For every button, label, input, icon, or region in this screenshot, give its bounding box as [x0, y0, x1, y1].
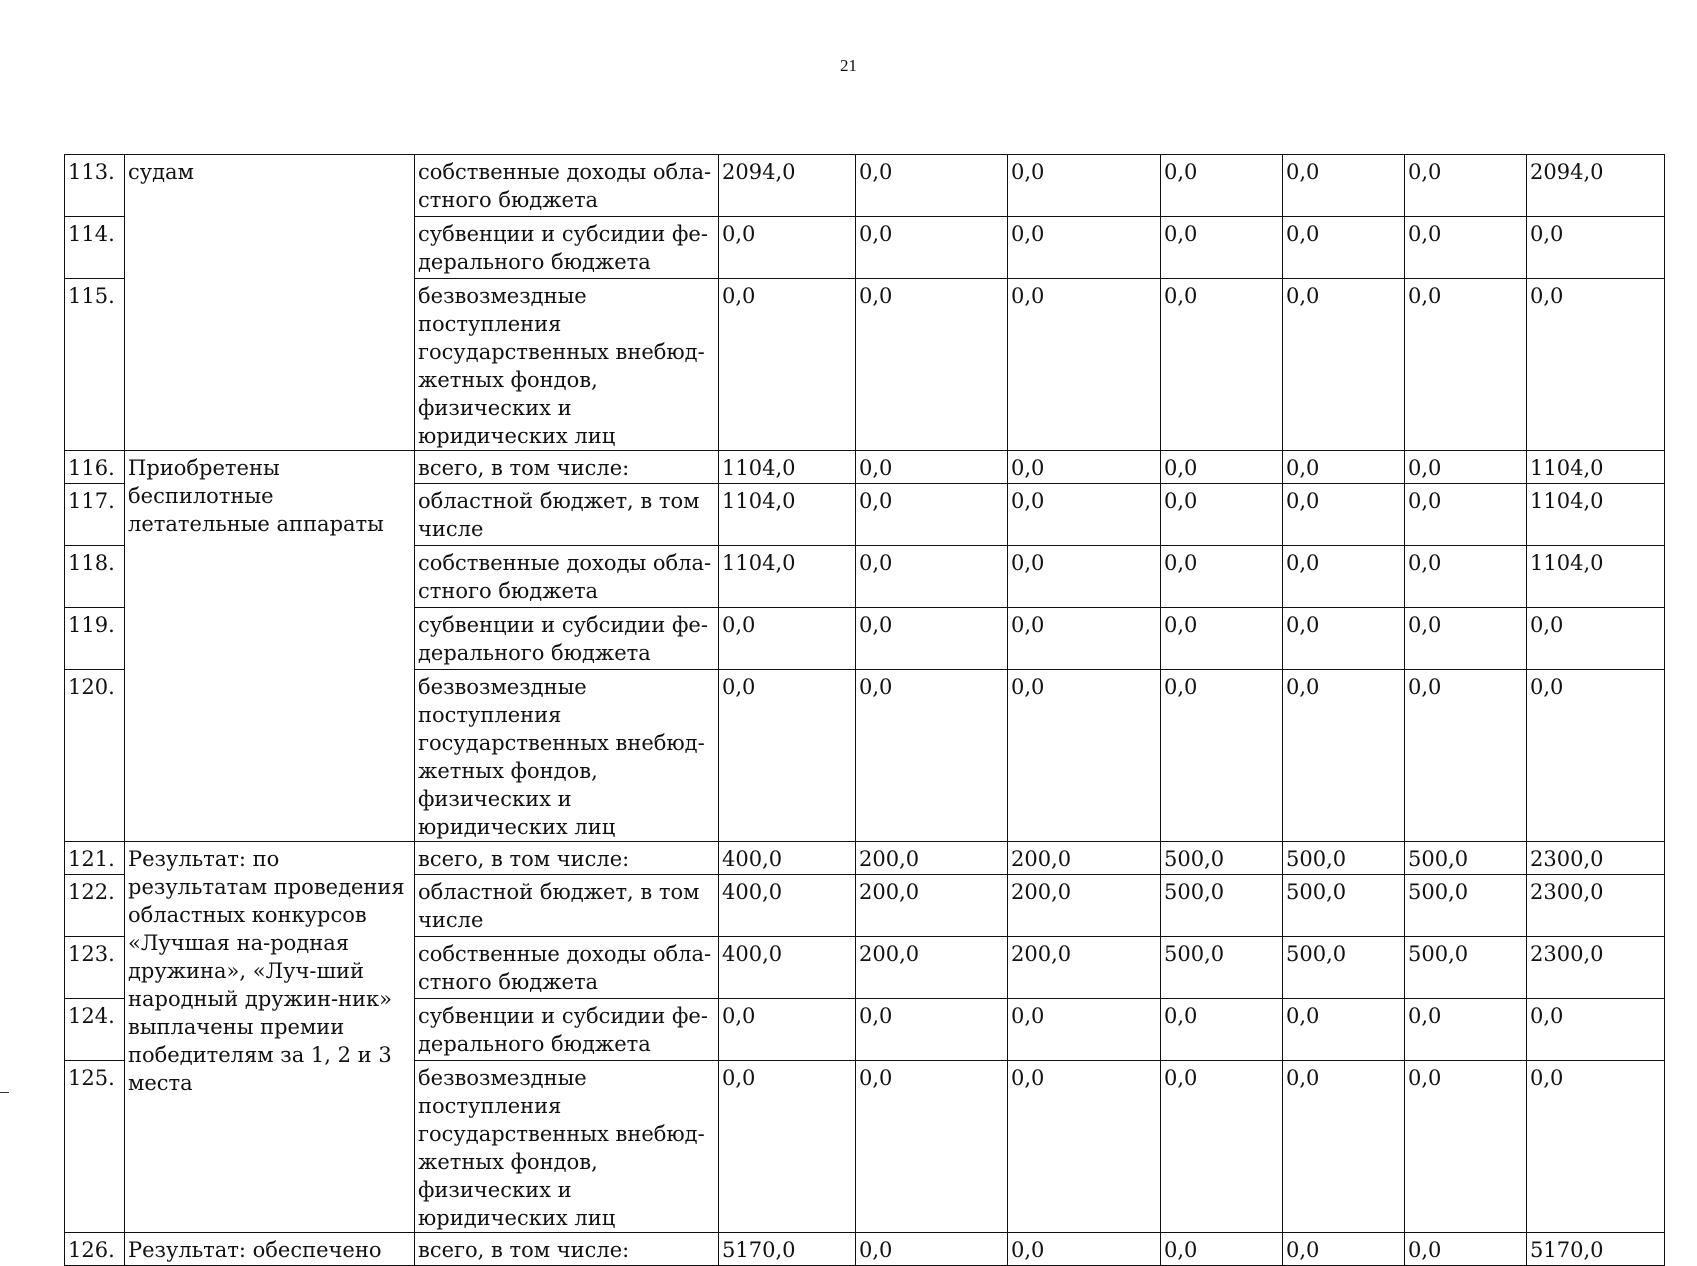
- result-description: Результат: по результатам проведения областных конкурсов «Лучшая на-родная дружина», «Луч-ший народный дружин-ник» выплачены премии победителям за 1, 2 и 3 места: [125, 842, 415, 1233]
- amount-value: 0,0: [856, 451, 1008, 484]
- funding-source: субвенции и субсидии фе-дерального бюджета: [415, 999, 719, 1061]
- amount-value: 500,0: [1161, 875, 1283, 937]
- funding-source: субвенции и субсидии фе-дерального бюджета: [415, 217, 719, 279]
- amount-value: 0,0: [1008, 451, 1161, 484]
- amount-value: 0,0: [1008, 155, 1161, 217]
- amount-value: 0,0: [856, 670, 1008, 842]
- scan-margin-mark: [0, 1092, 9, 1093]
- amount-value: 0,0: [1008, 546, 1161, 608]
- row-number: 125.: [65, 1061, 125, 1233]
- amount-value: 0,0: [856, 217, 1008, 279]
- amount-value: 200,0: [1008, 937, 1161, 999]
- amount-value: 0,0: [856, 155, 1008, 217]
- amount-value: 500,0: [1283, 937, 1405, 999]
- amount-value: 0,0: [1283, 670, 1405, 842]
- result-description: судам: [125, 155, 415, 451]
- amount-value: 0,0: [1008, 999, 1161, 1061]
- amount-total: 2300,0: [1527, 842, 1665, 875]
- amount-total: 0,0: [1527, 608, 1665, 670]
- amount-value: 0,0: [1283, 451, 1405, 484]
- amount-value: 0,0: [719, 670, 856, 842]
- amount-value: 0,0: [1161, 484, 1283, 546]
- result-description: Результат: обеспечено: [125, 1233, 415, 1266]
- amount-value: 500,0: [1161, 842, 1283, 875]
- table-row: [65, 1233, 1665, 1266]
- amount-value: 0,0: [1405, 1061, 1527, 1233]
- amount-value: 0,0: [719, 608, 856, 670]
- amount-value: 0,0: [856, 1233, 1008, 1266]
- row-number: 117.: [65, 484, 125, 546]
- page-number: 21: [840, 56, 857, 75]
- funding-source: собственные доходы обла-стного бюджета: [415, 546, 719, 608]
- amount-value: 0,0: [1161, 217, 1283, 279]
- amount-value: 400,0: [719, 937, 856, 999]
- amount-value: 0,0: [1008, 1061, 1161, 1233]
- amount-value: 500,0: [1405, 842, 1527, 875]
- amount-value: 0,0: [1405, 1233, 1527, 1266]
- amount-value: 0,0: [1405, 608, 1527, 670]
- amount-value: 0,0: [1008, 217, 1161, 279]
- budget-table: [64, 154, 1665, 1266]
- table-row: [65, 451, 1665, 484]
- amount-value: 0,0: [856, 608, 1008, 670]
- amount-value: 0,0: [856, 999, 1008, 1061]
- amount-total: 5170,0: [1527, 1233, 1665, 1266]
- amount-value: 0,0: [856, 279, 1008, 451]
- table-row: [65, 155, 1665, 217]
- amount-total: 0,0: [1527, 1061, 1665, 1233]
- amount-value: 400,0: [719, 842, 856, 875]
- amount-value: 0,0: [1161, 279, 1283, 451]
- amount-total: 1104,0: [1527, 546, 1665, 608]
- amount-total: 2300,0: [1527, 937, 1665, 999]
- table-row: [65, 842, 1665, 875]
- amount-value: 5170,0: [719, 1233, 856, 1266]
- amount-value: 0,0: [1283, 546, 1405, 608]
- amount-value: 200,0: [1008, 875, 1161, 937]
- row-number: 123.: [65, 937, 125, 999]
- funding-source: безвозмездные поступления государственных внебюд-жетных фондов, физических и юридических лиц: [415, 1061, 719, 1233]
- amount-value: 0,0: [1283, 1061, 1405, 1233]
- amount-value: 500,0: [1161, 937, 1283, 999]
- table-body: [65, 155, 1665, 1266]
- amount-value: 0,0: [719, 999, 856, 1061]
- amount-value: 200,0: [856, 937, 1008, 999]
- amount-value: 0,0: [1008, 1233, 1161, 1266]
- amount-value: 0,0: [719, 217, 856, 279]
- funding-source: безвозмездные поступления государственных внебюд-жетных фондов, физических и юридических лиц: [415, 670, 719, 842]
- amount-value: 0,0: [1161, 999, 1283, 1061]
- amount-value: 0,0: [1405, 670, 1527, 842]
- amount-value: 0,0: [856, 484, 1008, 546]
- amount-value: 0,0: [1161, 1233, 1283, 1266]
- amount-value: 0,0: [1283, 155, 1405, 217]
- row-number: 122.: [65, 875, 125, 937]
- amount-value: 0,0: [1008, 279, 1161, 451]
- amount-value: 0,0: [1405, 546, 1527, 608]
- amount-value: 0,0: [856, 546, 1008, 608]
- funding-source: всего, в том числе:: [415, 1233, 719, 1266]
- amount-value: 500,0: [1405, 875, 1527, 937]
- funding-source: областной бюджет, в том числе: [415, 875, 719, 937]
- amount-value: 0,0: [719, 1061, 856, 1233]
- amount-value: 0,0: [1161, 451, 1283, 484]
- amount-total: 1104,0: [1527, 484, 1665, 546]
- row-number: 114.: [65, 217, 125, 279]
- result-description: Приобретены беспилотные летательные аппараты: [125, 451, 415, 842]
- row-number: 116.: [65, 451, 125, 484]
- amount-value: 0,0: [1405, 484, 1527, 546]
- amount-value: 2094,0: [719, 155, 856, 217]
- row-number: 121.: [65, 842, 125, 875]
- amount-value: 200,0: [1008, 842, 1161, 875]
- amount-value: 0,0: [1405, 999, 1527, 1061]
- row-number: 118.: [65, 546, 125, 608]
- amount-value: 0,0: [719, 279, 856, 451]
- amount-value: 0,0: [1283, 1233, 1405, 1266]
- amount-value: 0,0: [1008, 670, 1161, 842]
- amount-total: 0,0: [1527, 670, 1665, 842]
- amount-value: 0,0: [1161, 1061, 1283, 1233]
- row-number: 120.: [65, 670, 125, 842]
- amount-value: 1104,0: [719, 546, 856, 608]
- amount-value: 0,0: [1283, 999, 1405, 1061]
- amount-value: 200,0: [856, 842, 1008, 875]
- row-number: 115.: [65, 279, 125, 451]
- amount-value: 1104,0: [719, 451, 856, 484]
- amount-value: 200,0: [856, 875, 1008, 937]
- funding-source: всего, в том числе:: [415, 451, 719, 484]
- row-number: 124.: [65, 999, 125, 1061]
- amount-value: 0,0: [1283, 279, 1405, 451]
- funding-source: безвозмездные поступления государственных внебюд-жетных фондов, физических и юридических лиц: [415, 279, 719, 451]
- amount-value: 0,0: [1008, 484, 1161, 546]
- amount-total: 1104,0: [1527, 451, 1665, 484]
- amount-value: 0,0: [1405, 155, 1527, 217]
- row-number: 126.: [65, 1233, 125, 1266]
- amount-value: 0,0: [1161, 670, 1283, 842]
- amount-total: 0,0: [1527, 999, 1665, 1061]
- row-number: 119.: [65, 608, 125, 670]
- funding-source: всего, в том числе:: [415, 842, 719, 875]
- amount-value: 500,0: [1405, 937, 1527, 999]
- amount-total: 2300,0: [1527, 875, 1665, 937]
- amount-value: 500,0: [1283, 842, 1405, 875]
- amount-value: 0,0: [1283, 484, 1405, 546]
- amount-value: 0,0: [856, 1061, 1008, 1233]
- funding-source: областной бюджет, в том числе: [415, 484, 719, 546]
- amount-value: 500,0: [1283, 875, 1405, 937]
- amount-value: 0,0: [1283, 608, 1405, 670]
- row-number: 113.: [65, 155, 125, 217]
- amount-total: 0,0: [1527, 279, 1665, 451]
- amount-value: 0,0: [1405, 279, 1527, 451]
- funding-source: субвенции и субсидии фе-дерального бюджета: [415, 608, 719, 670]
- amount-value: 0,0: [1161, 608, 1283, 670]
- amount-value: 0,0: [1161, 546, 1283, 608]
- funding-source: собственные доходы обла-стного бюджета: [415, 937, 719, 999]
- amount-value: 400,0: [719, 875, 856, 937]
- amount-value: 0,0: [1405, 217, 1527, 279]
- amount-value: 0,0: [1283, 217, 1405, 279]
- funding-source: собственные доходы обла-стного бюджета: [415, 155, 719, 217]
- amount-value: 1104,0: [719, 484, 856, 546]
- amount-value: 0,0: [1405, 451, 1527, 484]
- amount-total: 2094,0: [1527, 155, 1665, 217]
- amount-value: 0,0: [1008, 608, 1161, 670]
- amount-total: 0,0: [1527, 217, 1665, 279]
- amount-value: 0,0: [1161, 155, 1283, 217]
